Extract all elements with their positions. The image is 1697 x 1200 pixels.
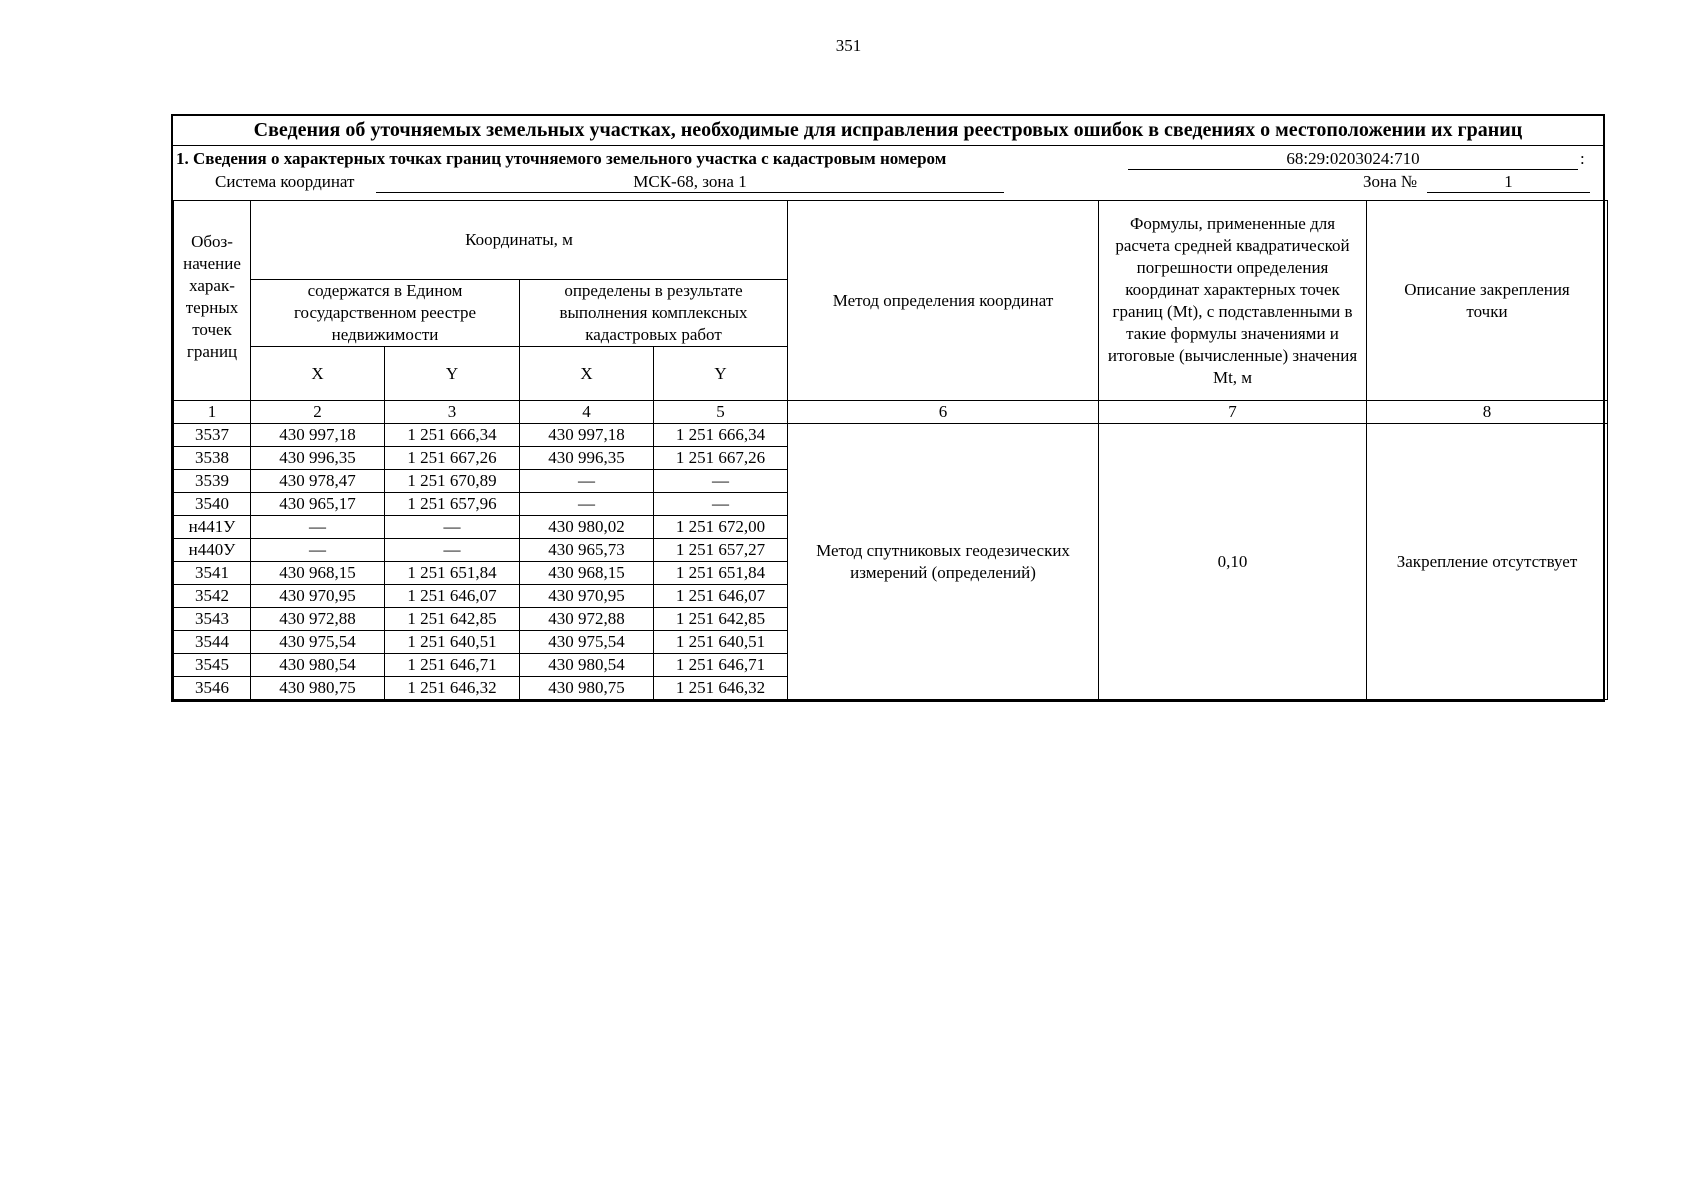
section-heading: 1. Сведения о характерных точках границ уточняемого земельного участка с кадастровым номером: [176, 149, 947, 168]
egrn-x: 430 975,54: [251, 631, 385, 654]
header-y1: Y: [385, 347, 520, 401]
determined-y: 1 251 657,27: [654, 539, 788, 562]
point-id: н440У: [174, 539, 251, 562]
point-id: 3539: [174, 470, 251, 493]
header-x2: X: [520, 347, 654, 401]
header-coordinates: Координаты, м: [251, 201, 788, 280]
determined-x: 430 975,54: [520, 631, 654, 654]
determined-y: 1 251 667,26: [654, 447, 788, 470]
egrn-x: 430 996,35: [251, 447, 385, 470]
egrn-x: 430 972,88: [251, 608, 385, 631]
point-id: 3537: [174, 424, 251, 447]
header-designation: Обоз- начение харак- терных точек границ: [174, 201, 251, 401]
column-number: 1: [174, 401, 251, 424]
column-number: 4: [520, 401, 654, 424]
column-number: 5: [654, 401, 788, 424]
egrn-x: 430 997,18: [251, 424, 385, 447]
determined-y: —: [654, 493, 788, 516]
header-y2: Y: [654, 347, 788, 401]
points-table: [173, 200, 1608, 700]
egrn-x: 430 978,47: [251, 470, 385, 493]
determined-y: 1 251 642,85: [654, 608, 788, 631]
determined-x: —: [520, 470, 654, 493]
egrn-y: 1 251 646,07: [385, 585, 520, 608]
cadastral-number: 68:29:0203024:710: [1128, 149, 1578, 170]
egrn-x: —: [251, 539, 385, 562]
determined-x: 430 972,88: [520, 608, 654, 631]
egrn-y: 1 251 657,96: [385, 493, 520, 516]
egrn-x: 430 965,17: [251, 493, 385, 516]
egrn-x: 430 968,15: [251, 562, 385, 585]
header-formulas: Формулы, примененные для расчета средней квадратической погрешности определения координат характерных точек границ (Mt), с подставленными в такие формулы значениями и итоговые (вычисленные) значения Mt, м: [1099, 201, 1367, 401]
coord-system-label: Система координат: [215, 172, 355, 191]
determined-y: 1 251 651,84: [654, 562, 788, 585]
header-determined: определены в результате выполнения комплексных кадастровых работ: [520, 280, 788, 347]
determined-x: 430 970,95: [520, 585, 654, 608]
egrn-x: 430 980,54: [251, 654, 385, 677]
egrn-y: 1 251 640,51: [385, 631, 520, 654]
point-id: 3540: [174, 493, 251, 516]
zone-value: 1: [1427, 172, 1590, 193]
point-id: 3544: [174, 631, 251, 654]
determined-x: —: [520, 493, 654, 516]
determined-x: 430 997,18: [520, 424, 654, 447]
header-fixing: Описание закрепления точки: [1367, 201, 1608, 401]
egrn-x: 430 980,75: [251, 677, 385, 700]
column-number: 6: [788, 401, 1099, 424]
determined-y: 1 251 646,07: [654, 585, 788, 608]
column-number: 7: [1099, 401, 1367, 424]
egrn-y: 1 251 642,85: [385, 608, 520, 631]
egrn-y: 1 251 646,32: [385, 677, 520, 700]
egrn-y: —: [385, 516, 520, 539]
determined-y: 1 251 672,00: [654, 516, 788, 539]
determined-y: 1 251 646,71: [654, 654, 788, 677]
zone-label: Зона №: [1363, 172, 1418, 191]
determined-y: 1 251 646,32: [654, 677, 788, 700]
point-id: 3542: [174, 585, 251, 608]
header-method: Метод определения координат: [788, 201, 1099, 401]
determined-x: 430 980,75: [520, 677, 654, 700]
determined-x: 430 980,02: [520, 516, 654, 539]
column-number: 3: [385, 401, 520, 424]
column-numbers-row: [174, 401, 1608, 424]
coord-system-value: МСК-68, зона 1: [376, 172, 1004, 193]
egrn-y: 1 251 646,71: [385, 654, 520, 677]
cadastral-colon: :: [1580, 149, 1585, 168]
egrn-y: 1 251 666,34: [385, 424, 520, 447]
determined-y: 1 251 640,51: [654, 631, 788, 654]
document-title: Сведения об уточняемых земельных участках, необходимые для исправления реестровых ошибок в сведениях о местоположении их границ: [173, 116, 1603, 146]
table-row: [174, 424, 1608, 447]
method-cell: Метод спутниковых геодезических измерений (определений): [788, 424, 1099, 700]
point-id: 3538: [174, 447, 251, 470]
determined-x: 430 980,54: [520, 654, 654, 677]
egrn-x: —: [251, 516, 385, 539]
header-x1: X: [251, 347, 385, 401]
egrn-y: —: [385, 539, 520, 562]
point-id: 3545: [174, 654, 251, 677]
column-number: 2: [251, 401, 385, 424]
point-id: н441У: [174, 516, 251, 539]
determined-y: —: [654, 470, 788, 493]
egrn-y: 1 251 667,26: [385, 447, 520, 470]
egrn-y: 1 251 670,89: [385, 470, 520, 493]
egrn-x: 430 970,95: [251, 585, 385, 608]
determined-x: 430 965,73: [520, 539, 654, 562]
column-number: 8: [1367, 401, 1608, 424]
header-egrn: содержатся в Едином государственном реестре недвижимости: [251, 280, 520, 347]
mt-value-cell: 0,10: [1099, 424, 1367, 700]
determined-y: 1 251 666,34: [654, 424, 788, 447]
point-id: 3541: [174, 562, 251, 585]
fixing-cell: Закрепление отсутствует: [1367, 424, 1608, 700]
determined-x: 430 968,15: [520, 562, 654, 585]
egrn-y: 1 251 651,84: [385, 562, 520, 585]
point-id: 3543: [174, 608, 251, 631]
document-table-block: [171, 114, 1605, 702]
section-info: [173, 146, 1603, 200]
point-id: 3546: [174, 677, 251, 700]
page-number: 351: [835, 36, 862, 55]
determined-x: 430 996,35: [520, 447, 654, 470]
